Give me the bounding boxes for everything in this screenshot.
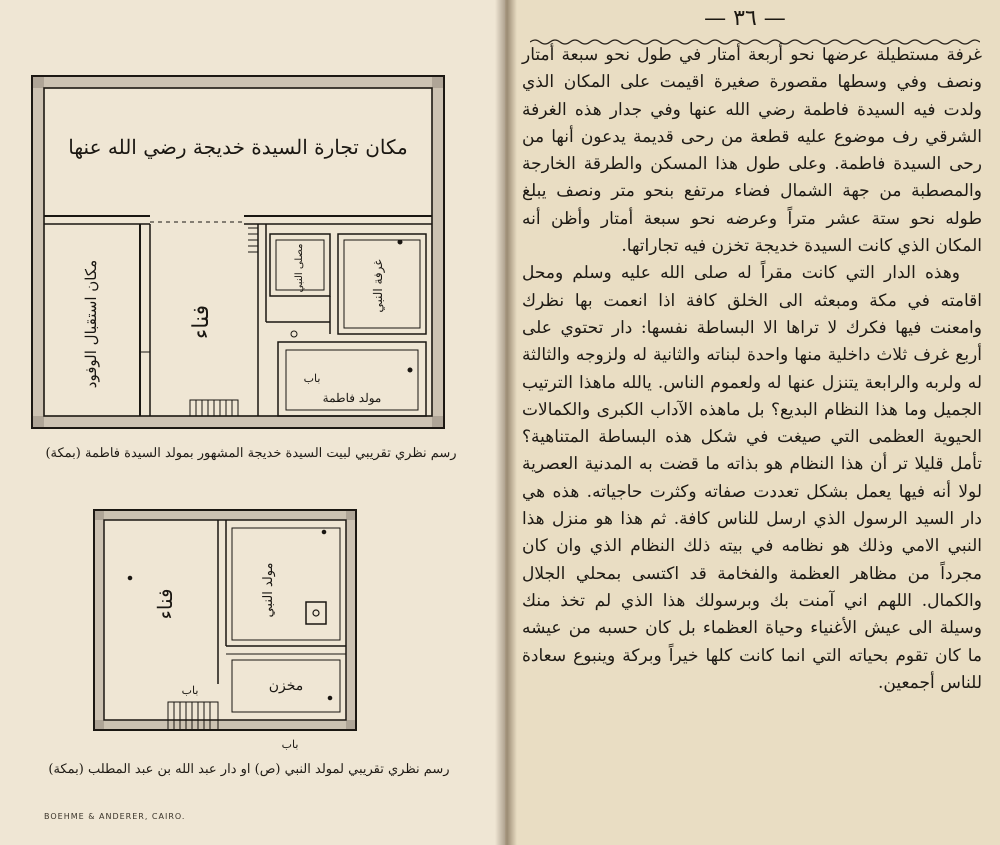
label-birthplace: مولد فاطمة: [322, 391, 382, 405]
floor-plan-khadija-house: [30, 72, 470, 442]
paragraph-1: غرفة مستطيلة عرضها نحو أربعة أمتار في طول نحو سبعة أمتار ونصف وفي وسطها مقصورة صغيرة اقيمت على المكان الذي ولدت فيه السيدة فاطمة رضي الله عنها وفي جدار هذه الغرفة الشرقي رف موضوع عليه قطعة من رحى قديمة يدعون أنها من رحى السيدة فاطمة. وعلى طول هذا المسكن والطرقة الخارجة والمصطبة من جهة الشمال فضاء مرتفع بنحو متر ونصف يبلغ طوله نحو ستة عشر متراً وعرضه نحو سبعة أمتار وأظن أنه المكان الذي كانت السيدة خديجة تخزن فيه تجاراتها.: [522, 45, 982, 257]
body-text: [522, 42, 982, 697]
caption-plan-2: رسم نظري تقريبي لمولد النبي (ص) او دار عبد الله بن عبد المطلب (بمكة): [48, 762, 450, 777]
paragraph-2: وهذه الدار التي كانت مقراً له صلى الله عليه وسلم ومحل اقامته في مكة ومبعثه الى الخلق كافة اذا انعمت بها نظرك وامعنت فيها فكرك لا تراها الا البساطة نفسها: دار تحتوي على أربع غرف ثلاث داخلية منها واحدة لبناته والثانية له ولزوجه والثالثة له ولربه والرابعة يتنزل عنها له ولعموم الناس. يالله ماهذا الترتيب الجميل وما هذا النظام البديع؟ بل ماهذه الآداب الكبرى والكمالات الحيوية العظمى التي صيغت في شكل هذه البساطة المتناهية؟ تأمل قليلا تر أن هذا النظام هو بذاته ما قضت به المدنية العصرية لولا أنه فيها يعمل بشكل تعددت صفاته وكثرت حاجياته. هذه هي دار السيد الرسول الذي ارسل للناس كافة. ثم هذا هو منزل هذا النبي الامي وذلك هو نظامه في بيته ذلك النظام الذي وان كان مجرداً من مظاهر العظمة والفخامة قد اكتسى بمحلي الجلال والكمال. اللهم اني آمنت بك وبرسولك هذا الذي لم تخذ منك وسيلة الى عيش الأغنياء وحياة العظماء بل كان حسبه من عيشه ما كان تقوم بحياته التي انما كانت كلها خيراً وبركة وينبوع سعادة للناس أجمعين.: [522, 263, 982, 693]
book-gutter: [495, 0, 517, 845]
label-prophet-room: غرفة النبي: [371, 259, 385, 313]
caption-plan-1: رسم نظري تقريبي لبيت السيدة خديجة المشهور بمولد السيدة فاطمة (بمكة): [45, 446, 457, 461]
floor-plan-prophet-birthplace: [92, 508, 362, 758]
label-trade-hall: مكان تجارة السيدة خديجة رضي الله عنها: [68, 135, 408, 159]
printer-imprint: BOEHME & ANDERER, CAIRO.: [44, 812, 186, 821]
label-courtyard: فناء: [189, 304, 214, 340]
label-door: باب: [303, 372, 321, 385]
label-courtyard-2: فناء: [153, 588, 177, 620]
label-upper-room: مصلى النبي: [294, 243, 305, 293]
label-door-inner: باب: [181, 684, 199, 697]
label-door-outer: باب: [281, 738, 299, 751]
label-guest-room: مكان استقبال الوفود: [82, 259, 100, 389]
label-storeroom: مخزن: [268, 678, 304, 694]
label-prophet-birthplace: مولد النبي: [261, 562, 276, 618]
page-number: — ٣٦ —: [704, 6, 786, 31]
